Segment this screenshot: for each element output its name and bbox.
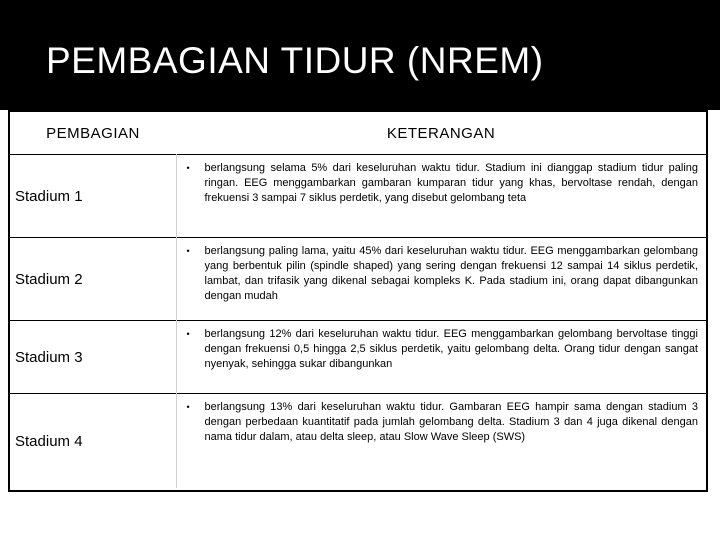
stage-description: berlangsung paling lama, yaitu 45% dari keseluruhan waktu tidur. EEG menggambarkan gelombang yang berbentuk pilin (spindle shaped) yang sering dengan frekuensi 12 sampai 14 siklus perdetik, lambat, dan trifasik yang dikenal sebagai kompleks K. Pada stadium ini, orang dapat dibangunkan dengan mudah <box>204 245 698 302</box>
stage-name: Stadium 3 <box>10 321 176 394</box>
stage-description-cell <box>176 321 706 394</box>
slide-title: PEMBAGIAN TIDUR (NREM) <box>46 40 544 81</box>
table-row <box>10 321 706 394</box>
bullet-icon: • <box>186 163 190 173</box>
header-keterangan: KETERANGAN <box>386 124 496 142</box>
table <box>10 112 706 488</box>
title-bar <box>0 0 720 110</box>
stage-description-cell <box>176 394 706 489</box>
table-row <box>10 394 706 489</box>
bullet-icon: • <box>186 329 190 339</box>
stage-name: Stadium 4 <box>10 394 176 489</box>
table-header-row <box>10 112 706 155</box>
stage-description: berlangsung 13% dari keseluruhan waktu tidur. Gambaran EEG hampir sama dengan stadium 3 dengan perbedaan kuantitatif pada jumlah gelombang delta. Stadium 3 dan 4 juga dikenal dengan nama tidur dalam, atau delta sleep, atau Slow Wave Sleep (SWS) <box>204 401 698 443</box>
bullet-icon: • <box>186 246 190 256</box>
header-pembagian: PEMBAGIAN <box>46 124 140 142</box>
stage-name: Stadium 2 <box>10 238 176 321</box>
stage-name: Stadium 1 <box>10 155 176 238</box>
table-row <box>10 238 706 321</box>
stage-description-cell <box>176 155 706 238</box>
sleep-stage-table <box>8 110 708 492</box>
table-row <box>10 155 706 238</box>
stage-description: berlangsung 12% dari keseluruhan waktu tidur. EEG menggambarkan gelombang bervoltase tinggi dengan frekuensi 0,5 hingga 2,5 siklus perdetik, yaitu gelombang delta. Orang tidur dengan sangat nyenyak, sehingga sukar dibangunkan <box>204 328 698 370</box>
bullet-icon: • <box>186 402 190 412</box>
stage-description: berlangsung selama 5% dari keseluruhan waktu tidur. Stadium ini dianggap stadium tidur paling ringan. EEG menggambarkan gambaran kumparan tidur yang khas, bervoltase rendah, dengan frekuensi 3 sampai 7 siklus perdetik, yang disebut gelombang teta <box>204 162 698 204</box>
stage-description-cell <box>176 238 706 321</box>
